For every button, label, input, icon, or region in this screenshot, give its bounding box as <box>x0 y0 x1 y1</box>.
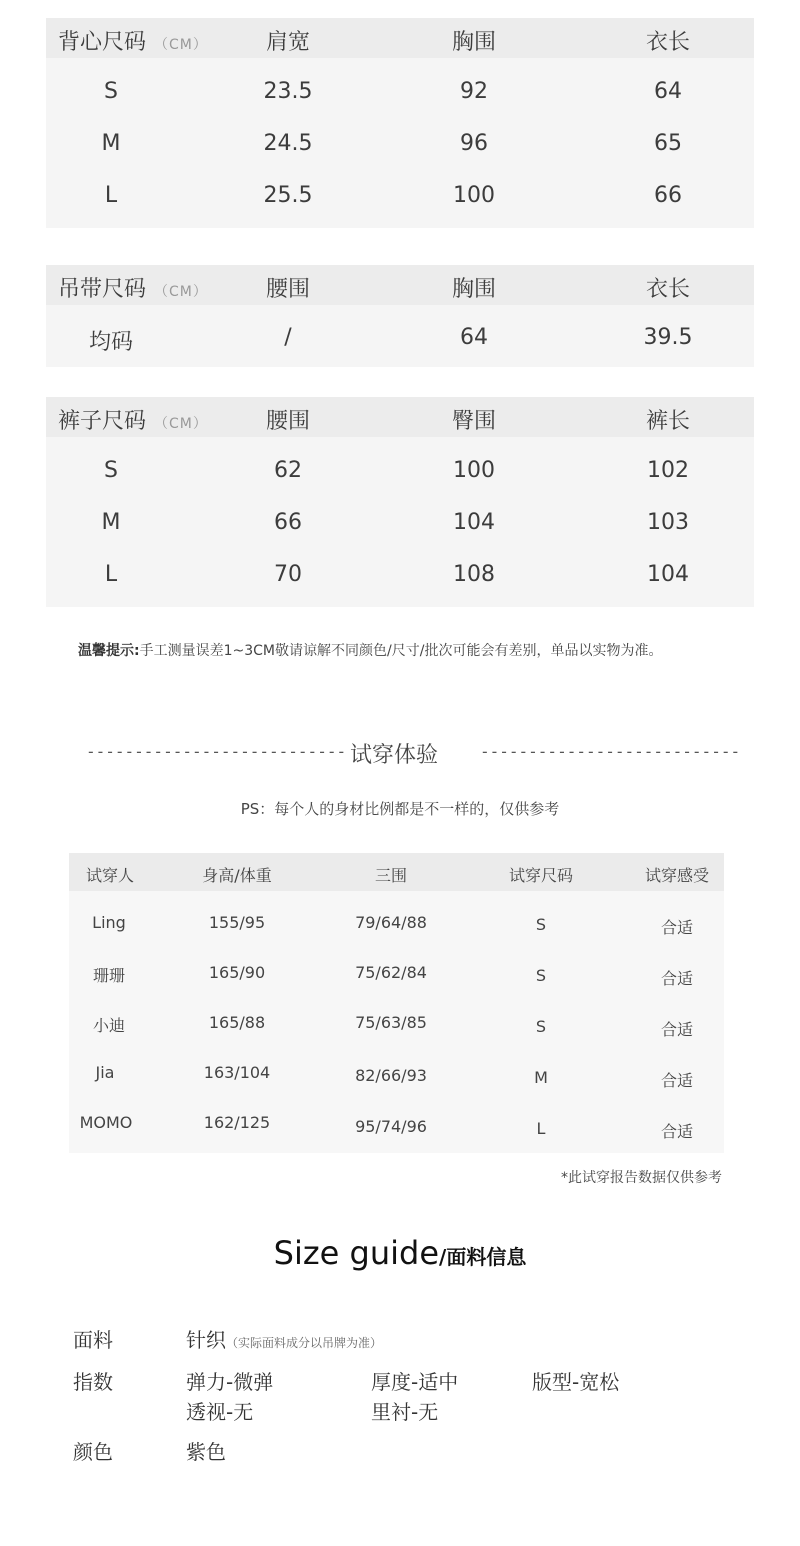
column-header: 试穿尺码 <box>508 866 574 885</box>
tryon-cell: 小迪 <box>92 1016 126 1035</box>
tryon-cell: 合适 <box>660 969 694 988</box>
tryon-cell: L <box>536 1119 546 1138</box>
pants-table-title: 裤子尺码 （CM） <box>58 409 208 434</box>
value-cell: 100 <box>453 458 495 483</box>
fabric-note: （实际面料成分以吊牌为准） <box>226 1336 383 1350</box>
tryon-section-title: 试穿体验 <box>350 743 439 768</box>
tryon-cell: S <box>535 1017 547 1036</box>
value-cell: 70 <box>274 562 302 587</box>
value-cell: 100 <box>453 183 495 208</box>
tryon-cell: S <box>535 966 547 985</box>
tryon-cell: 163/104 <box>203 1063 271 1082</box>
lining-value: 里衬-无 <box>371 1400 439 1424</box>
pants-size-table <box>46 397 754 607</box>
tryon-table <box>69 853 724 1153</box>
tryon-cell: Jia <box>95 1063 115 1082</box>
tip-text: 手工测量误差1~3CM敬请谅解不同颜色/尺寸/批次可能会有差别，单品以实物为准。 <box>139 643 663 659</box>
size-cell: M <box>101 510 121 535</box>
size-cell: L <box>104 183 118 208</box>
measurement-tip <box>78 640 662 660</box>
value-cell: 62 <box>274 458 302 483</box>
fabric-info-title: /面料信息 <box>439 1245 527 1269</box>
tryon-cell: 165/90 <box>208 963 266 982</box>
value-cell: 103 <box>647 510 689 535</box>
tryon-table-header <box>69 853 724 891</box>
tryon-cell: 合适 <box>660 1071 694 1090</box>
divider-dashes-right: --------------------------- <box>480 742 741 761</box>
tryon-cell: M <box>534 1068 548 1087</box>
tryon-cell: 155/95 <box>208 913 266 932</box>
value-cell: 39.5 <box>643 325 693 350</box>
pants-table-header <box>46 397 754 437</box>
column-header: 衣长 <box>645 277 691 302</box>
tryon-cell: 珊珊 <box>92 966 126 985</box>
fit-value: 版型-宽松 <box>532 1370 620 1394</box>
vest-table-header <box>46 18 754 58</box>
column-header: 胸围 <box>451 277 497 302</box>
vest-table-body <box>46 58 754 228</box>
fabric-label: 面料 <box>73 1328 113 1352</box>
tryon-cell: 合适 <box>660 918 694 937</box>
tryon-cell: 75/62/84 <box>355 963 427 982</box>
column-header: 腰围 <box>265 409 311 434</box>
tryon-cell: Ling <box>92 913 126 932</box>
tryon-cell: MOMO <box>79 1113 133 1132</box>
color-value: 紫色 <box>186 1440 226 1464</box>
size-cell: L <box>104 562 118 587</box>
value-cell: 23.5 <box>263 79 313 104</box>
size-cell: 均码 <box>88 330 134 355</box>
unit-label: （CM） <box>154 416 208 432</box>
tryon-cell: 82/66/93 <box>355 1066 427 1085</box>
value-cell: 104 <box>453 510 495 535</box>
column-header: 试穿人 <box>85 866 135 885</box>
tryon-cell: S <box>535 915 547 934</box>
pants-table-body <box>46 437 754 607</box>
divider-dashes-left: --------------------------- <box>86 742 347 761</box>
value-cell: 64 <box>654 79 682 104</box>
size-cell: S <box>104 79 118 104</box>
elasticity-value: 弹力-微弹 <box>186 1370 274 1394</box>
tryon-cell: 合适 <box>660 1020 694 1039</box>
tryon-cell: 95/74/96 <box>355 1117 427 1136</box>
value-cell: 102 <box>647 458 689 483</box>
color-label: 颜色 <box>73 1440 113 1464</box>
tryon-cell: 合适 <box>660 1122 694 1141</box>
column-header: 试穿感受 <box>644 866 710 885</box>
column-header: 裤长 <box>645 409 691 434</box>
column-header: 肩宽 <box>265 30 311 55</box>
column-header: 臀围 <box>451 409 497 434</box>
value-cell: / <box>284 325 292 350</box>
size-guide-title: Size guide <box>273 1234 440 1272</box>
column-header: 衣长 <box>645 30 691 55</box>
camisole-table-header <box>46 265 754 305</box>
vest-table-title: 背心尺码 （CM） <box>58 30 208 55</box>
column-header: 胸围 <box>451 30 497 55</box>
size-cell: S <box>104 458 118 483</box>
value-cell: 104 <box>647 562 689 587</box>
camisole-table-body <box>46 305 754 367</box>
tryon-cell: 162/125 <box>203 1113 271 1132</box>
thickness-value: 厚度-适中 <box>371 1370 459 1394</box>
value-cell: 25.5 <box>263 183 313 208</box>
transparency-value: 透视-无 <box>186 1400 254 1424</box>
value-cell: 108 <box>453 562 495 587</box>
tryon-cell: 165/88 <box>208 1013 266 1032</box>
value-cell: 66 <box>654 183 682 208</box>
column-header: 三围 <box>374 866 408 885</box>
value-cell: 96 <box>460 131 488 156</box>
index-label: 指数 <box>73 1370 113 1394</box>
size-cell: M <box>101 131 121 156</box>
tryon-disclaimer: *此试穿报告数据仅供参考 <box>561 1170 722 1186</box>
camisole-table-title: 吊带尺码 （CM） <box>58 277 208 302</box>
value-cell: 24.5 <box>263 131 313 156</box>
column-header: 身高/体重 <box>202 866 272 885</box>
unit-label: （CM） <box>154 37 208 53</box>
value-cell: 92 <box>460 79 488 104</box>
tryon-cell: 75/63/85 <box>355 1013 427 1032</box>
value-cell: 65 <box>654 131 682 156</box>
tryon-ps-note: PS：每个人的身材比例都是不一样的，仅供参考 <box>240 800 560 818</box>
tip-label: 温馨提示: <box>78 643 140 659</box>
unit-label: （CM） <box>154 284 208 300</box>
camisole-size-table <box>46 265 754 367</box>
size-guide-heading <box>0 1234 800 1272</box>
value-cell: 66 <box>274 510 302 535</box>
fabric-value: 针织（实际面料成分以吊牌为准） <box>186 1328 383 1352</box>
column-header: 腰围 <box>265 277 311 302</box>
vest-size-table <box>46 18 754 228</box>
tryon-cell: 79/64/88 <box>355 913 427 932</box>
value-cell: 64 <box>460 325 488 350</box>
